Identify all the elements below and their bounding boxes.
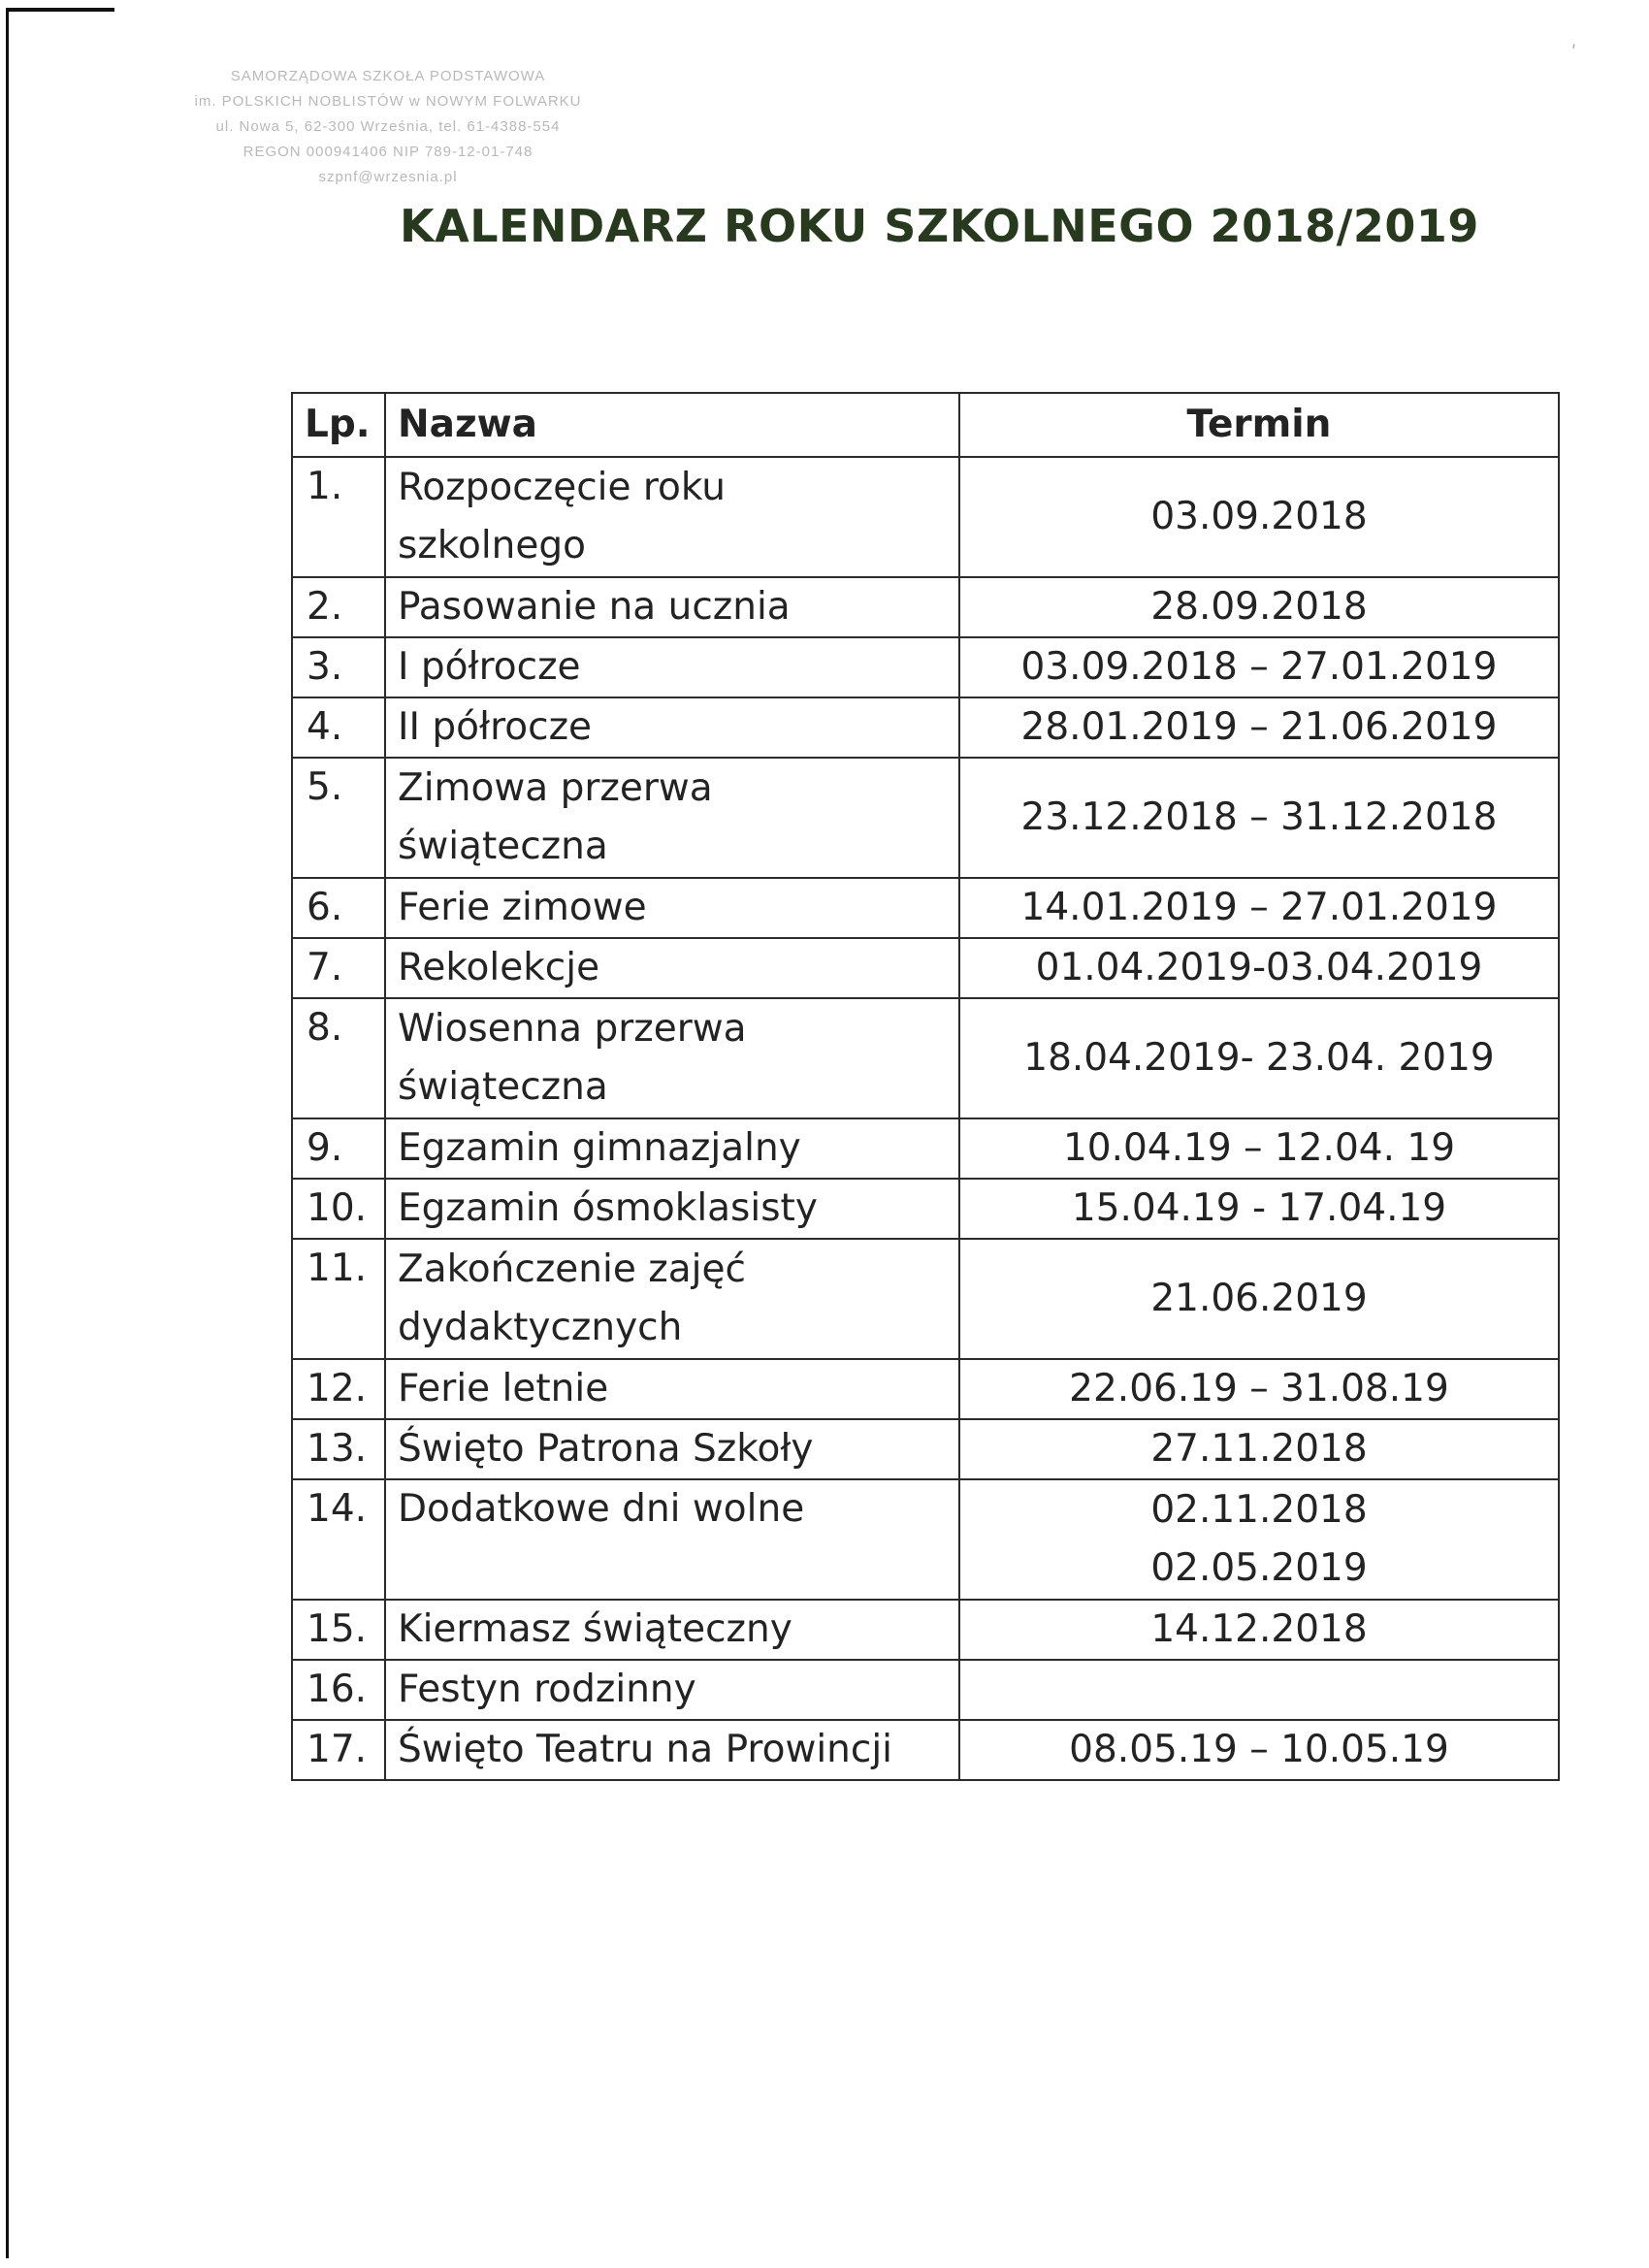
row-name	[385, 1239, 959, 1359]
scan-speck: ʹ	[1571, 43, 1577, 63]
row-name	[385, 758, 959, 878]
row-name-line: Święto Patrona Szkoły	[398, 1427, 814, 1471]
row-date-line: 21.06.2019	[1150, 1277, 1368, 1320]
row-name-line: Zakończenie zajęć	[398, 1247, 746, 1291]
row-date	[959, 457, 1559, 577]
row-date-line: 27.11.2018	[1150, 1427, 1368, 1471]
row-date-line: 03.09.2018 – 27.01.2019	[1020, 645, 1498, 689]
scan-edge-left	[6, 10, 9, 2258]
row-date	[959, 1419, 1559, 1479]
row-date-line: 22.06.19 – 31.08.19	[1069, 1367, 1449, 1410]
table-row	[292, 938, 1559, 998]
row-number: 15.	[292, 1600, 385, 1660]
row-name	[385, 1479, 959, 1600]
table-row	[292, 457, 1559, 577]
header-termin: Termin	[959, 393, 1559, 457]
row-name-line: Pasowanie na ucznia	[398, 585, 791, 629]
row-number: 6.	[292, 878, 385, 938]
row-date	[959, 1179, 1559, 1239]
row-date-line: 10.04.19 – 12.04. 19	[1062, 1126, 1456, 1170]
row-number: 8.	[292, 998, 385, 1118]
row-date	[959, 878, 1559, 938]
row-date-line: 28.01.2019 – 21.06.2019	[1020, 705, 1498, 749]
stamp-line: szpnf@wrzesnia.pl	[318, 169, 458, 185]
row-date-line: 23.12.2018 – 31.12.2018	[1020, 795, 1498, 839]
row-date	[959, 1600, 1559, 1660]
table-header-row	[292, 393, 1559, 457]
row-name	[385, 998, 959, 1118]
row-name	[385, 697, 959, 758]
row-number: 5.	[292, 758, 385, 878]
table-row	[292, 758, 1559, 878]
row-date-line: 28.09.2018	[1150, 585, 1368, 629]
row-number: 7.	[292, 938, 385, 998]
row-number: 11.	[292, 1239, 385, 1359]
row-name-line: szkolnego	[398, 524, 587, 567]
row-date	[959, 1359, 1559, 1419]
row-date	[959, 998, 1559, 1118]
row-name-line: Kiermasz świąteczny	[398, 1607, 792, 1651]
row-date-line: 08.05.19 – 10.05.19	[1069, 1728, 1449, 1771]
row-number: 17.	[292, 1720, 385, 1780]
table-row	[292, 1179, 1559, 1239]
row-date-line: 02.05.2019	[1150, 1546, 1368, 1590]
scan-edge-top	[6, 8, 114, 12]
row-name-line: Ferie letnie	[398, 1367, 609, 1410]
row-number: 3.	[292, 637, 385, 697]
row-number: 4.	[292, 697, 385, 758]
row-date-line: 14.01.2019 – 27.01.2019	[1020, 886, 1498, 929]
row-name-line: Rozpoczęcie roku	[398, 466, 727, 509]
table-row	[292, 1660, 1559, 1720]
row-date-line: 01.04.2019-03.04.2019	[1035, 946, 1483, 989]
table-row	[292, 1118, 1559, 1179]
row-name	[385, 577, 959, 637]
row-name-line: świąteczna	[398, 1065, 608, 1109]
row-number: 10.	[292, 1179, 385, 1239]
stamp-line: ul. Nowa 5, 62-300 Września, tel. 61-4388-554	[215, 118, 561, 135]
row-number: 9.	[292, 1118, 385, 1179]
row-name-line: I półrocze	[398, 645, 581, 689]
row-name	[385, 1600, 959, 1660]
row-name-line: świąteczna	[398, 825, 608, 868]
row-name	[385, 1359, 959, 1419]
header-nazwa: Nazwa	[385, 393, 959, 457]
row-name-line: II półrocze	[398, 705, 593, 749]
row-name-line: Festyn rodzinny	[398, 1668, 696, 1711]
table-row	[292, 1600, 1559, 1660]
table-row	[292, 1419, 1559, 1479]
row-number: 13.	[292, 1419, 385, 1479]
row-date	[959, 577, 1559, 637]
school-stamp	[155, 64, 621, 190]
table-row	[292, 1479, 1559, 1600]
row-name-line: Zimowa przerwa	[398, 766, 713, 810]
row-date	[959, 1479, 1559, 1600]
table-row	[292, 1720, 1559, 1780]
row-number: 12.	[292, 1359, 385, 1419]
row-number: 2.	[292, 577, 385, 637]
row-number: 1.	[292, 457, 385, 577]
row-date	[959, 1660, 1559, 1720]
row-date-line: 02.11.2018	[1150, 1488, 1368, 1532]
row-name	[385, 1720, 959, 1780]
row-name	[385, 1118, 959, 1179]
table-row	[292, 697, 1559, 758]
table-row	[292, 998, 1559, 1118]
row-name-line: Egzamin gimnazjalny	[398, 1126, 801, 1170]
row-date	[959, 758, 1559, 878]
row-name-line: Egzamin ósmoklasisty	[398, 1186, 818, 1230]
row-name-line: Ferie zimowe	[398, 886, 647, 929]
stamp-line: SAMORZĄDOWA SZKOŁA PODSTAWOWA	[230, 68, 546, 84]
row-name-line: dydaktycznych	[398, 1306, 683, 1349]
row-date-line: 03.09.2018	[1150, 495, 1368, 538]
row-date	[959, 1239, 1559, 1359]
row-name-line: Dodatkowe dni wolne	[398, 1487, 805, 1531]
table-row	[292, 577, 1559, 637]
table-row	[292, 1359, 1559, 1419]
row-date-line: 14.12.2018	[1150, 1607, 1368, 1651]
row-date	[959, 637, 1559, 697]
calendar-table	[291, 392, 1560, 1781]
row-date-line: 18.04.2019- 23.04. 2019	[1023, 1036, 1495, 1080]
row-name	[385, 637, 959, 697]
calendar-rows	[292, 457, 1559, 1780]
row-date	[959, 1720, 1559, 1780]
row-name	[385, 1419, 959, 1479]
row-date-line: 15.04.19 - 17.04.19	[1071, 1186, 1447, 1230]
row-name	[385, 938, 959, 998]
row-date	[959, 1118, 1559, 1179]
row-number: 16.	[292, 1660, 385, 1720]
table-row	[292, 1239, 1559, 1359]
table-row	[292, 878, 1559, 938]
row-number: 14.	[292, 1479, 385, 1600]
stamp-line: im. POLSKICH NOBLISTÓW w NOWYM FOLWARKU	[194, 93, 582, 110]
row-date	[959, 697, 1559, 758]
row-name	[385, 457, 959, 577]
row-name-line: Rekolekcje	[398, 946, 600, 989]
page-title: KALENDARZ ROKU SZKOLNEGO 2018/2019	[400, 200, 1479, 252]
row-name	[385, 1660, 959, 1720]
row-name-line: Święto Teatru na Prowincji	[398, 1728, 893, 1771]
row-name	[385, 1179, 959, 1239]
row-name-line: Wiosenna przerwa	[398, 1007, 747, 1051]
table-row	[292, 637, 1559, 697]
header-lp: Lp.	[292, 393, 385, 457]
row-date	[959, 938, 1559, 998]
stamp-line: REGON 000941406 NIP 789-12-01-748	[242, 144, 534, 160]
row-name	[385, 878, 959, 938]
